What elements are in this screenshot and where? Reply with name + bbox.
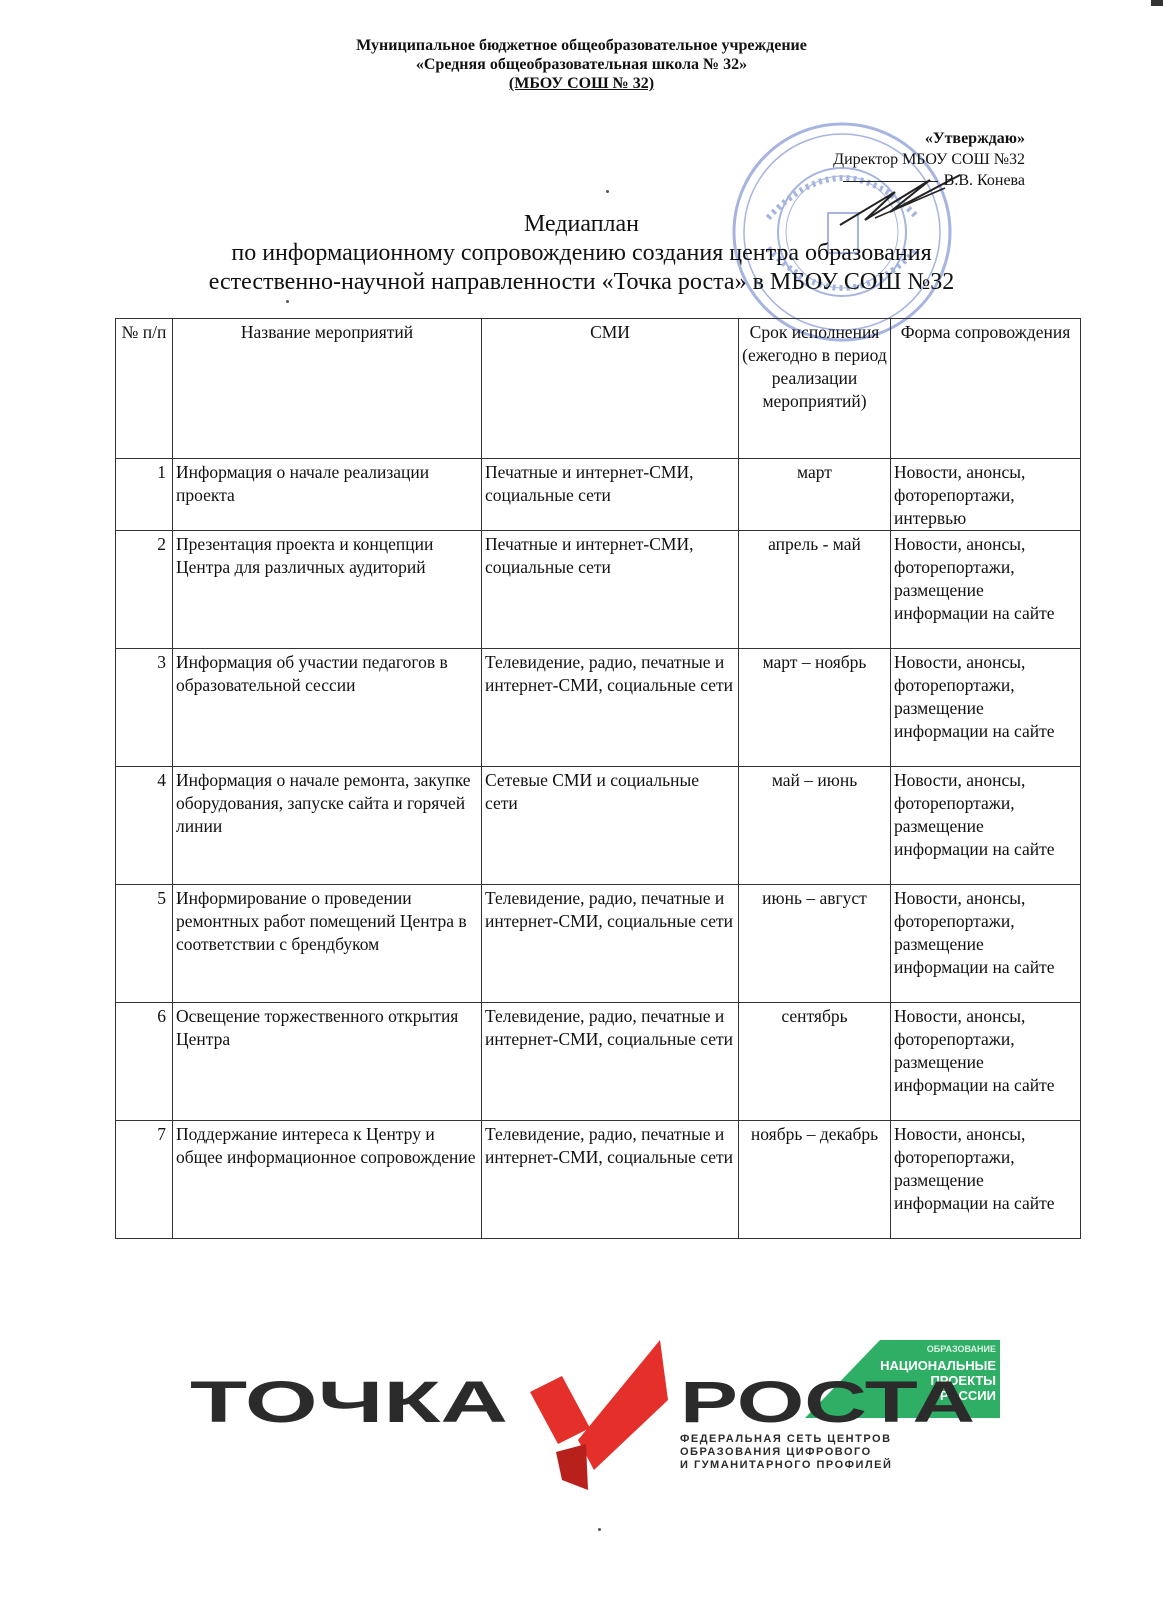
row-event: Информирование о проведении ремонтных работ помещений Центра в соответствии с брендбуком	[173, 885, 482, 1003]
header-media: СМИ	[482, 319, 739, 459]
row-media: Телевидение, радио, печатные и интернет-СМИ, социальные сети	[482, 1003, 739, 1121]
table-row	[116, 885, 1081, 1003]
row-form: Новости, анонсы, фоторепортажи, размещение информации на сайте	[891, 767, 1081, 885]
document-title	[0, 210, 1163, 297]
table-row	[116, 767, 1081, 885]
row-number: 3	[116, 649, 173, 767]
row-event: Освещение торжественного открытия Центра	[173, 1003, 482, 1121]
signature-line	[843, 181, 938, 182]
row-number: 2	[116, 531, 173, 649]
row-number: 5	[116, 885, 173, 1003]
row-media: Печатные и интернет-СМИ, социальные сети	[482, 531, 739, 649]
row-form: Новости, анонсы, фоторепортажи, размещение информации на сайте	[891, 649, 1081, 767]
scan-speck	[286, 300, 289, 303]
growth-checkmark-icon	[530, 1340, 668, 1490]
row-media: Телевидение, радио, печатные и интернет-СМИ, социальные сети	[482, 885, 739, 1003]
title-line-3: естественно-научной направленности «Точка роста» в МБОУ СОШ №32	[208, 269, 955, 295]
row-form: Новости, анонсы, фоторепортажи, размещение информации на сайте	[891, 531, 1081, 649]
organization-header	[0, 36, 1163, 93]
table-row	[116, 531, 1081, 649]
approval-name: В.В. Конева	[943, 172, 1025, 189]
row-media: Телевидение, радио, печатные и интернет-СМИ, социальные сети	[482, 649, 739, 767]
row-number: 1	[116, 459, 173, 531]
table-header-row	[116, 319, 1081, 459]
row-term: апрель - май	[739, 531, 891, 649]
row-media: Сетевые СМИ и социальные сети	[482, 767, 739, 885]
header-term: Срок исполнения (ежегодно в период реализации мероприятий)	[739, 319, 891, 459]
media-plan-table	[115, 318, 1081, 1239]
row-event: Поддержание интереса к Центру и общее информационное сопровождение	[173, 1121, 482, 1239]
title-line-2: по информационному сопровождению создания центра образования	[231, 240, 932, 266]
row-number: 6	[116, 1003, 173, 1121]
row-term: ноябрь – декабрь	[739, 1121, 891, 1239]
tochka-rosta-logo	[190, 1340, 1010, 1540]
row-form: Новости, анонсы, фоторепортажи, размещение информации на сайте	[891, 1003, 1081, 1121]
scan-edge-mark	[1151, 0, 1163, 6]
table-row	[116, 459, 1081, 531]
national-projects-line1: ОБРАЗОВАНИЕ	[926, 1344, 996, 1354]
row-form: Новости, анонсы, фоторепортажи, размещение информации на сайте	[891, 885, 1081, 1003]
table-row	[116, 1121, 1081, 1239]
logo-word-tochka: ТОЧКА	[190, 1370, 508, 1435]
logo-subtitle-1: ФЕДЕРАЛЬНАЯ СЕТЬ ЦЕНТРОВ	[680, 1433, 892, 1445]
header-event: Название мероприятий	[173, 319, 482, 459]
logo-subtitle-2: ОБРАЗОВАНИЯ ЦИФРОВОГО	[680, 1446, 872, 1458]
scan-speck	[606, 190, 609, 193]
organization-name: «Средняя общеобразовательная школа № 32»	[415, 56, 748, 73]
row-term: март	[739, 459, 891, 531]
row-form: Новости, анонсы, фоторепортажи, интервью	[891, 459, 1081, 531]
approval-position: Директор МБОУ СОШ №32	[833, 151, 1025, 168]
approval-name-line	[833, 170, 1025, 191]
national-projects-line4: РОССИИ	[939, 1388, 996, 1403]
header-form: Форма сопровождения	[891, 319, 1081, 459]
organization-type: Муниципальное бюджетное общеобразовательное учреждение	[356, 37, 807, 54]
scan-speck	[598, 1528, 601, 1531]
row-media: Печатные и интернет-СМИ, социальные сети	[482, 459, 739, 531]
row-media: Телевидение, радио, печатные и интернет-СМИ, социальные сети	[482, 1121, 739, 1239]
header-number: № п/п	[116, 319, 173, 459]
national-projects-line3: ПРОЕКТЫ	[930, 1373, 996, 1388]
row-term: сентябрь	[739, 1003, 891, 1121]
logo-word-rosta: РОСТА	[680, 1370, 975, 1435]
row-number: 7	[116, 1121, 173, 1239]
organization-abbreviation: (МБОУ СОШ № 32)	[508, 75, 655, 92]
approval-block	[833, 128, 1025, 191]
row-event: Информация о начале ремонта, закупке оборудования, запуске сайта и горячей линии	[173, 767, 482, 885]
table-row	[116, 649, 1081, 767]
row-form: Новости, анонсы, фоторепортажи, размещение информации на сайте	[891, 1121, 1081, 1239]
row-number: 4	[116, 767, 173, 885]
row-event: Презентация проекта и концепции Центра для различных аудиторий	[173, 531, 482, 649]
national-projects-line2: НАЦИОНАЛЬНЫЕ	[880, 1358, 996, 1373]
title-line-1: Медиаплан	[523, 211, 640, 237]
row-event: Информация о начале реализации проекта	[173, 459, 482, 531]
row-term: май – июнь	[739, 767, 891, 885]
logo-subtitle-3: И ГУМАНИТАРНОГО ПРОФИЛЕЙ	[680, 1459, 893, 1471]
approval-label: «Утверждаю»	[924, 130, 1025, 147]
row-term: март – ноябрь	[739, 649, 891, 767]
row-term: июнь – август	[739, 885, 891, 1003]
table-row	[116, 1003, 1081, 1121]
row-event: Информация об участии педагогов в образовательной сессии	[173, 649, 482, 767]
